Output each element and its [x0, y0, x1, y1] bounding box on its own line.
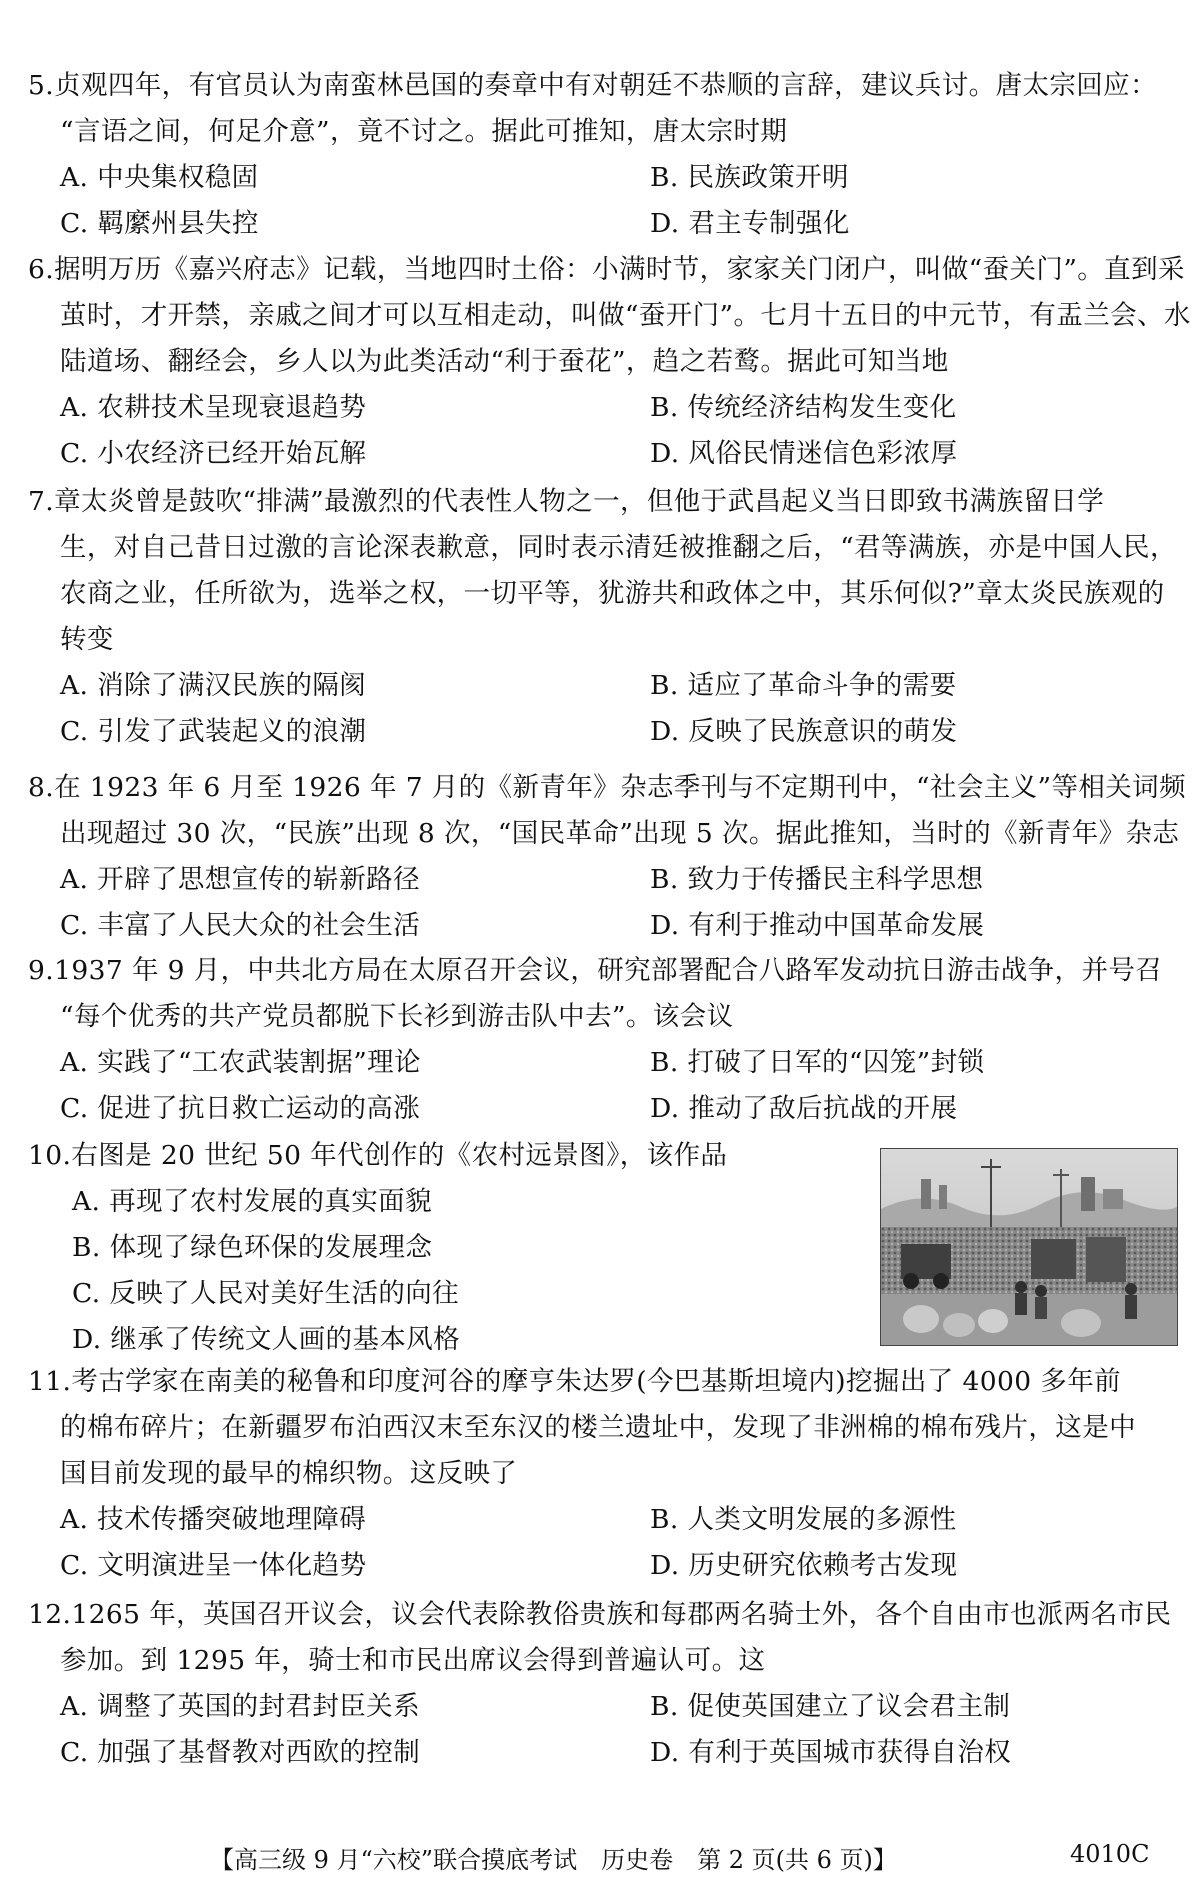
question-7-line-3: 农商之业，任所欲为，选举之权，一切平等，犹游共和政体之中，其乐何似?”章太炎民族观的: [60, 578, 1165, 609]
question-7-option-a: A. 消除了满汉民族的隔阂: [60, 670, 367, 701]
question-8-option-d: D. 有利于推动中国革命发展: [650, 910, 985, 941]
question-6-line-1: 6.据明万历《嘉兴府志》记载，当地四时土俗：小满时节，家家关门闭户，叫做“蚕关门”。直到采: [28, 254, 1185, 285]
question-8-option-c: C. 丰富了人民大众的社会生活: [60, 910, 421, 941]
question-11-line-1: 11.考古学家在南美的秘鲁和印度河谷的摩亨朱达罗(今巴基斯坦境内)挖掘出了 4000 多年前: [28, 1366, 1122, 1397]
question-6-option-a: A. 农耕技术呈现衰退趋势: [60, 392, 367, 423]
question-8-option-a: A. 开辟了思想宣传的崭新路径: [60, 864, 420, 895]
footer-exam-info: 【高三级 9 月“六校”联合摸底考试 历史卷 第 2 页(共 6 页)】: [210, 1846, 897, 1874]
question-9-option-b: B. 打破了日军的“囚笼”封锁: [650, 1047, 985, 1078]
question-9-line-1: 9.1937 年 9 月，中共北方局在太原召开会议，研究部署配合八路军发动抗日游击战争，并号召: [28, 955, 1163, 986]
footer-paper-code: 4010C: [1070, 1840, 1150, 1868]
question-6-option-b: B. 传统经济结构发生变化: [650, 392, 957, 423]
question-7-option-c: C. 引发了武装起义的浪潮: [60, 716, 367, 747]
question-10-line-1: 10.右图是 20 世纪 50 年代创作的《农村远景图》，该作品: [28, 1140, 728, 1171]
question-6-line-3: 陆道场、翻经会，乡人以为此类活动“利于蚕花”，趋之若鹜。据此可知当地: [60, 346, 949, 377]
question-5: [28, 63, 1178, 247]
question-9-option-d: D. 推动了敌后抗战的开展: [650, 1093, 958, 1124]
rural-vision-painting-image: [880, 1148, 1178, 1346]
question-7-line-2: 生，对自己昔日过激的言论深表歉意，同时表示清廷被推翻之后，“君等满族，亦是中国人民，: [60, 532, 1177, 563]
question-11-option-d: D. 历史研究依赖考古发现: [650, 1550, 958, 1581]
question-6: [28, 247, 1191, 477]
question-12-line-1: 12.1265 年，英国召开议会，议会代表除教俗贵族和每郡两名骑士外，各个自由市也派两名市民: [28, 1599, 1172, 1630]
question-8-line-2: 出现超过 30 次，“民族”出现 8 次，“国民革命”出现 5 次。据此推知，当时的《新青年》杂志: [60, 818, 1180, 849]
question-5-line-2: “言语之间，何足介意”，竟不讨之。据此可推知，唐太宗时期: [60, 116, 788, 147]
question-7-line-4: 转变: [60, 624, 114, 655]
question-6-option-c: C. 小农经济已经开始瓦解: [60, 438, 367, 469]
question-12-option-c: C. 加强了基督教对西欧的控制: [60, 1737, 421, 1768]
question-7: [28, 479, 1178, 755]
question-7-option-d: D. 反映了民族意识的萌发: [650, 716, 958, 747]
question-7-option-b: B. 适应了革命斗争的需要: [650, 670, 957, 701]
question-11-line-2: 的棉布碎片；在新疆罗布泊西汉末至东汉的楼兰遗址中，发现了非洲棉的棉布残片，这是中: [60, 1412, 1136, 1443]
question-8-line-1: 8.在 1923 年 6 月至 1926 年 7 月的《新青年》杂志季刊与不定期刊中，“社会主义”等相关词频: [28, 772, 1186, 803]
question-5-option-b: B. 民族政策开明: [650, 162, 849, 193]
question-6-line-2: 茧时，才开禁，亲戚之间才可以互相走动，叫做“蚕开门”。七月十五日的中元节，有盂兰会、水: [60, 300, 1191, 331]
question-11-option-a: A. 技术传播突破地理障碍: [60, 1504, 367, 1535]
question-7-line-1: 7.章太炎曾是鼓吹“排满”最激烈的代表性人物之一，但他于武昌起义当日即致书满族留日学: [28, 486, 1105, 517]
question-12-option-b: B. 促使英国建立了议会君主制: [650, 1691, 1011, 1722]
question-5-option-a: A. 中央集权稳固: [60, 162, 259, 193]
question-10-option-a: A. 再现了农村发展的真实面貌: [72, 1186, 432, 1217]
question-12: [28, 1592, 1178, 1776]
question-11-line-3: 国目前发现的最早的棉织物。这反映了: [60, 1458, 518, 1489]
question-8: [28, 765, 1186, 949]
question-6-option-d: D. 风俗民情迷信色彩浓厚: [650, 438, 958, 469]
question-8-option-b: B. 致力于传播民主科学思想: [650, 864, 984, 895]
question-5-option-c: C. 羁縻州县失控: [60, 208, 259, 239]
question-11-option-b: B. 人类文明发展的多源性: [650, 1504, 957, 1535]
question-5-option-d: D. 君主专制强化: [650, 208, 850, 239]
question-10-option-b: B. 体现了绿色环保的发展理念: [72, 1232, 433, 1263]
question-12-line-2: 参加。到 1295 年，骑士和市民出席议会得到普遍认可。这: [60, 1645, 766, 1676]
question-10-option-c: C. 反映了人民对美好生活的向往: [72, 1278, 460, 1309]
question-9-option-c: C. 促进了抗日救亡运动的高涨: [60, 1093, 421, 1124]
question-5-line-1: 5.贞观四年，有官员认为南蛮林邑国的奏章中有对朝廷不恭顺的言辞，建议兵讨。唐太宗回应：: [28, 70, 1157, 101]
question-11: [28, 1359, 1178, 1589]
question-10-option-d: D. 继承了传统文人画的基本风格: [72, 1324, 461, 1355]
question-12-option-a: A. 调整了英国的封君封臣关系: [60, 1691, 420, 1722]
question-9-option-a: A. 实践了“工农武装割据”理论: [60, 1047, 421, 1078]
question-9-line-2: “每个优秀的共产党员都脱下长衫到游击队中去”。该会议: [60, 1001, 734, 1032]
question-9: [28, 948, 1178, 1132]
question-11-option-c: C. 文明演进呈一体化趋势: [60, 1550, 367, 1581]
question-12-option-d: D. 有利于英国城市获得自治权: [650, 1737, 1012, 1768]
